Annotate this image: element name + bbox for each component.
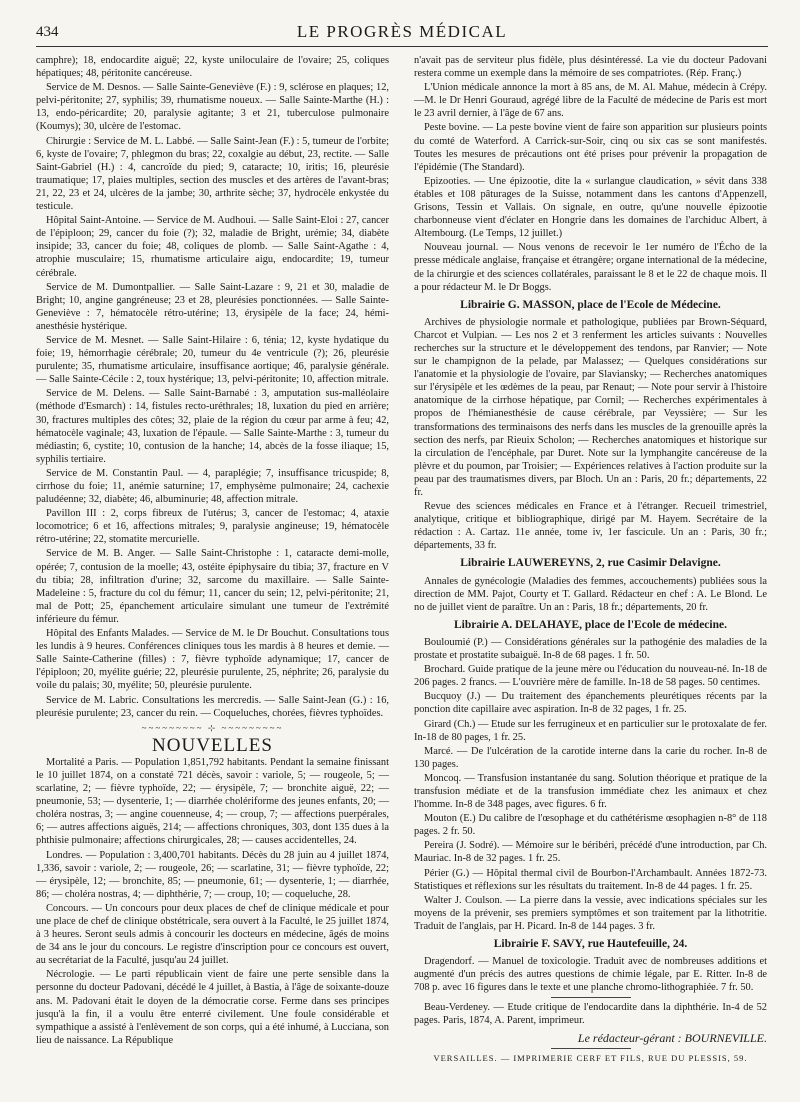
paragraph: Service de M. Constantin Paul. — 4, paraplégie; 7, insuffisance tricuspide; 8, cirrhose du foie; 11, anémie saturnine; 17, emphysème pulmonaire; 24, cachexie paludéenne; 32, diabète; 46, albuminurie; 48, affection mitrale.	[36, 467, 389, 506]
paragraph: Peste bovine. — La peste bovine vient de faire son apparition sur plusieurs points du comté de Waterford. A Carrick-sur-Soir, cinq ou six cas se sont manifestés. Toutes les mesures de précautions ont été prises pour prévenir la propagation de l'épidémie (The Standard).	[414, 122, 767, 173]
divider	[551, 997, 631, 998]
paragraph: camphre); 18, endocardite aiguë; 22, kyste uniloculaire de l'ovaire; 25, coliques hépatiques; 48, péritonite cancéreuse.	[36, 55, 389, 80]
paragraph: Service de M. Labric. Consultations les mercredis. — Salle Saint-Jean (G.) : 16, pleurésie purulente; 23, cancer du rein. — Coqueluches, chorées, fièvres typhoïdes.	[36, 694, 389, 719]
paragraph: Nouveau journal. — Nous venons de recevoir le 1er numéro de l'Écho de la presse médicale anglaise, française et étrangère; organe international de la médecine, de la chirurgie et des sciences collatérales, paraissant le 8 et le 22 de chaque mois. Il a pour rédacteur M. le Dr Boggs.	[414, 242, 767, 293]
paragraph: Archives de physiologie normale et pathologique, publiées par Brown-Séquard, Charcot et Vulpian. — Les nos 2 et 3 renferment les articles suivants : Nouvelles recherches sur la structure et le développement des tendons, par Ranvier; — Note sur le champignon de la pelade, par Malassez; — Quelques considérations sur l'anatomie et la physiologie de l'ovaire, par Slaviansky; — Recherches anatomiques sur l'érysipèle et les œdèmes de la peau, par Renaut; — Note pour servir à l'histoire anatomique de la cirrhose hépatique, par Cornil; — Recherches expérimentales à propos de l'hémianesthésie de cause cérébrale, par Veyssière; — Sur les transformations des terminaisons des nerfs dans les muscles de la grenouille après la section des nerfs, par Rieuix Scholon; — Recherches anatomiques et historique sur la circulation de l'encéphale, par Duret. Note sur la lymphangite cancéreuse de la plèvre et du poumon, par Troisier; — Expériences relatives à l'action produite sur la peau par des traumatismes divers, par Bloch. Un an : Paris, 20 fr.; départements, 22 fr.	[414, 316, 767, 498]
bookseller-heading: Librairie G. MASSON, place de l'Ecole de Médecine.	[460, 298, 721, 311]
paragraph: n'avait pas de serviteur plus fidèle, plus désintéressé. La vie du docteur Padovani restera comme un exemple dans la mémoire de ses compatriotes. (Rép. Franç.)	[414, 55, 767, 80]
paragraph: Bucquoy (J.) — Du traitement des épanchements pleurétiques récents par la ponction dite capillaire avec aspiration. In-8 de 32 pages, 1 fr. 25.	[414, 691, 767, 716]
paragraph: Brochard. Guide pratique de la jeune mère ou l'éducation du nouveau-né. In-18 de 206 pages. 2 francs. — L'ouvrière mère de famille. In-18 de 58 pages. 50 centimes.	[414, 664, 767, 689]
paragraph: Annales de gynécologie (Maladies des femmes, accouchements) publiées sous la direction de MM. Pajot, Courty et T. Gallard. Rédacteur en chef : A. Le Blond. Le no de juillet vient de paraître. Un an : Paris, 18 fr.; départements, 20 fr.	[414, 575, 767, 613]
paragraph: Mortalité a Paris. — Population 1,851,792 habitants. Pendant la semaine finissant le 10 juillet 1874, on a constaté 721 décès, savoir : variole, 5; — rougeole, 5; — scarlatine, 2; — fièvre typhoïde, 22; — érysipèle, 7; — bronchite aiguë, 22; — pneumonie, 53; — dysenterie, 1; — diarrhée cholériforme des jeunes enfants, 20; — choléra nostras, 3; — angine couenneuse, 4; — croup, 7; — affections puerpérales, 6; — autres affections aiguës, 214; — affections chroniques, 303, dont 135 dues à la phthisie pulmonaire; affections chirurgicales, 28; — causes accidentelles, 24.	[36, 756, 389, 847]
bookseller-heading: Librairie A. DELAHAYE, place de l'Ecole de médecine.	[453, 618, 727, 631]
paragraph: Pereira (J. Sodré). — Mémoire sur le béribéri, précédé d'une introduction, par Ch. Mauriac. In-8 de 32 pages. 1 fr. 25.	[414, 840, 767, 865]
paragraph: Marcé. — De l'ulcération de la carotide interne dans la carie du rocher. In-8 de 130 pages.	[414, 745, 767, 770]
paragraph: Beau-Verdeney. — Etude critique de l'endocardite dans la diphthérie. In-4 de 52 pages. Paris, 1874, A. Parent, imprimeur.	[414, 1002, 767, 1027]
paragraph: Service de M. B. Anger. — Salle Saint-Christophe : 1, cataracte demi-molle, opérée; 7, contusion de la moelle; 43, ostéite épiphysaire du tibia; 37, fracture en V du tibia; 28, infiltration d'urine; 32, sarcome du maxillaire. — Salle Sainte-Madeleine : 5, fracture du col du fémur; 11, cancer du sein; 12, pelvi-péritonite; 21, mal de Pott; 25, épanchement articulaire simulant une tumeur de l'extrémité inférieure du fémur.	[36, 548, 389, 625]
right-column	[414, 54, 767, 1065]
paragraph: Dragendorf. — Manuel de toxicologie. Traduit avec de nombreuses additions et augmenté d'un précis des autres questions de chimie légale, par E. Ritter. In-8 de 708 p. avec 16 figures dans le texte et une planche chromo-lithographiée. 7 fr. 50.	[414, 956, 767, 994]
paragraph: Concours. — Un concours pour deux places de chef de clinique médicale et pour une place de chef de clinique obstétricale, sera ouvert à la Faculté, le 25 juillet 1874, à 3 heures. Seront seuls admis à concourir les docteurs en médecine, âgés de moins de 34 ans le jour du concours. Le registre d'inscription pour ce concours est ouvert, au secrétariat de la Faculté, jusqu'au 24 juillet.	[36, 902, 389, 967]
bookseller-heading: Librairie F. SAVY, rue Hautefeuille, 24.	[493, 938, 688, 950]
page-header	[36, 22, 768, 44]
paragraph: Service de M. Mesnet. — Salle Saint-Hilaire : 6, ténia; 12, kyste hydatique du foie; 19, hémorrhagie cérébrale; 20, tumeur du 4e ventricule (?); 26, pleurésie purulente; 35, rhumatisme articulaire, insuffisance aortique; 46, paralysie générale. — Salle Sainte-Cécile : 2, toux hystérique; 13, pelvi-péritonite; 10, affection mitrale.	[36, 334, 389, 386]
editor-signature: Le rédacteur-gérant : BOURNEVILLE.	[577, 1030, 767, 1045]
paragraph: Moncoq. — Transfusion instantanée du sang. Solution théorique et pratique de la transfusion médiate et de la transfusion immédiate chez les animaux et chez l'homme. In-8 de 348 pages, avec figures. 6 fr.	[414, 772, 767, 811]
paragraph: Pavillon III : 2, corps fibreux de l'utérus; 3, cancer de l'estomac; 4, ataxie locomotrice; 6 et 16, affections mitrales; 9, paralysie angineuse; 19, hématocèle rétro-utérine; 22, stomatite mercurielle.	[36, 508, 389, 546]
section-title: NOUVELLES	[152, 734, 273, 756]
paragraph: Epizooties. — Une épizootie, dite la « surlangue claudication, » sévit dans 338 étables et 108 pâturages de la Suisse, notamment dans les cantons d'Appenzell, Grisons, Tessin et Vallais. On signale, en outre, qu'une nouvelle épizootie charbonneuse vient d'éclater en Hongrie dans les domaines de l'archiduc Albert, à Altembourg. (Le Temps, 12 juillet.)	[414, 175, 767, 240]
paragraph: Revue des sciences médicales en France et à l'étranger. Recueil trimestriel, analytique, critique et bibliographique, dirigé par M. Hayem. Secrétaire de la rédaction : A. Cartaz. 11e année, tome iv, 1er fascicule. Un an : Paris, 30 fr.; départements, 33 fr.	[414, 501, 767, 552]
paragraph: Hôpital des Enfants Malades. — Service de M. le Dr Bouchut. Consultations tous les lundis à 9 heures. Conférences cliniques tous les mardis à 8 heures et demie. — Salle Sainte-Catherine (filles) : 7, fièvre typhoïde adynamique; 17, cancer de l'épiploon; 20, myélite guérie; 22, pleurésie purulente, 25, néphrite; 26, paralysie du voile du palais; 30, myélite; 50, pleurésie purulente.	[36, 628, 389, 692]
paragraph: Chirurgie : Service de M. L. Labbé. — Salle Saint-Jean (F.) : 5, tumeur de l'orbite; 6, kyste de l'ovaire; 7, phlegmon du bras; 22, coxalgie au début, 23, rectite. — Salle Saint-Gabriel (H.) : 4, cancroïde du pied; 9, cataracte; 10, iritis; 16, pleurésie traumatique; 17, plaies multiples, section des muscles et des artères de l'avant-bras; 21, 22, 23 et 24, ulcères de la jambe; 30, arthrite sèche; 37, hydrocèle enkystée du testicule.	[36, 135, 389, 213]
paragraph: Nécrologie. — Le parti républicain vient de faire une perte sensible dans la personne du docteur Padovani, décédé le 4 juillet, à Bastia, à l'âge de soixante-douze ans. M. Padovani était le doyen de la démocratie corse. Ferme dans ses principes jusqu'à la fin, il a voulu être enterré civilement. Une foule considérable et sympathique a assisté à l'enlèvement de son corps, qui a été inhumé, à Lucciana, son lieu de naissance. La République	[36, 969, 389, 1046]
paragraph: Service de M. Dumontpallier. — Salle Saint-Lazare : 9, 21 et 30, maladie de Bright; 10, angine gangréneuse; 23 et 28, pleurésies ponctionnées. — Salle Sainte-Geneviève : 7, hématocèle rétro-utérine; 13, érysipèle de la face; 24, hémi-anesthésie hystérique.	[36, 281, 389, 332]
page-number: 434	[36, 24, 59, 40]
paragraph: Périer (G.) — Hôpital thermal civil de Bourbon-l'Archambault. Années 1872-73. Statistiques et réflexions sur les résultats du traitement. In-8 de 44 pages. 1 fr. 25.	[414, 867, 767, 892]
paragraph: Service de M. Desnos. — Salle Sainte-Geneviève (F.) : 9, sclérose en plaques; 12, pelvi-péritonite; 27, syphilis; 39, rhumatisme noueux. — Salle Sainte-Marthe (H.) : 13, endo-péricardite; 20, paralysie agitante; 3 et 21, tuberculose pulmonaire (Koumys); 30, ulcère de l'estomac.	[36, 82, 389, 133]
paragraph: Londres. — Population : 3,400,701 habitants. Décès du 28 juin au 4 juillet 1874, 1,336, savoir : variole, 2; — rougeole, 26; — scarlatine, 31; — fièvre typhoïde, 22; — érysipèle, 12; — bronchite, 85; — pneumonie, 61; — dysenterie, 1; — diarrhée, 86; — choléra nostras, 4; — diphthérie, 7; — croup, 10; — coqueluche, 28.	[36, 849, 389, 900]
printer-imprint: VERSAILLES. — IMPRIMERIE CERF ET FILS, RUE DU PLESSIS, 59.	[433, 1052, 748, 1063]
bookseller-heading: Librairie LAUWEREYNS, 2, rue Casimir Delavigne.	[460, 557, 721, 570]
paragraph: Bouloumié (P.) — Considérations générales sur la pathogénie des maladies de la prostate et prostatite subaiguë. In-8 de 68 pages. 1 fr. 50.	[414, 636, 767, 662]
paragraph: Service de M. Delens. — Salle Saint-Barnabé : 3, amputation sus-malléolaire (méthode d'Esmarch) : 14, fistules recto-uréthrales; 18, luxation du pied en arrière; 30, fractures multiples des côtes; 32, plaie de la région du cœur par arme à feu; 42, hématocèle vaginale; 43, luxation de l'épaule. — Salle Sainte-Marthe : 3, tumeur du médiastin; 6, cystite; 10, contusion de la hanche; 14, abcès de la fosse iliaque; 15, syphilis tertiaire.	[36, 388, 389, 465]
left-column	[36, 54, 389, 1048]
paragraph: Girard (Ch.) — Etude sur les ferrugineux et en particulier sur le protoxalate de fer. In-18 de 80 pages, 1 fr. 25.	[414, 718, 767, 743]
divider	[551, 1048, 631, 1049]
ornament-divider: ~~~~~~~~~ ⊹ ~~~~~~~~~	[141, 722, 284, 733]
journal-title: LE PROGRÈS MÉDICAL	[296, 22, 508, 41]
paragraph: Mouton (E.) Du calibre de l'œsophage et du cathétérisme œsophagien n-8° de 118 pages. 2 fr. 50.	[414, 813, 767, 838]
header-rule	[36, 46, 768, 47]
paragraph: Walter J. Coulson. — La pierre dans la vessie, avec indications spéciales sur les moyens de la prévenir, ses premiers symptômes et son traitement par la lithotritie. Traduit de l'anglais, par H. Picard. In-8 de 144 pages. 3 fr.	[414, 894, 767, 932]
paragraph: L'Union médicale annonce la mort à 85 ans, de M. Al. Mahue, médecin à Crépy.—M. le Dr Henri Gouraud, agrégé libre de la Faculté de médecine de Paris est mort le 23 avril dernier, à l'âge de 67 ans.	[414, 82, 767, 120]
paragraph: Hôpital Saint-Antoine. — Service de M. Audhoui. — Salle Saint-Eloi : 27, cancer de l'épiploon; 29, cancer du foie (?); 32, maladie de Bright, urémie; 34, diabète insipide; 33, cancer du foie; 48, coliques de plomb. — Salle Saint-Agathe : 4, atrophie musculaire; 15, rhumatisme articulaire aigu, endocardite; 19, tumeur cérébrale.	[36, 215, 389, 279]
